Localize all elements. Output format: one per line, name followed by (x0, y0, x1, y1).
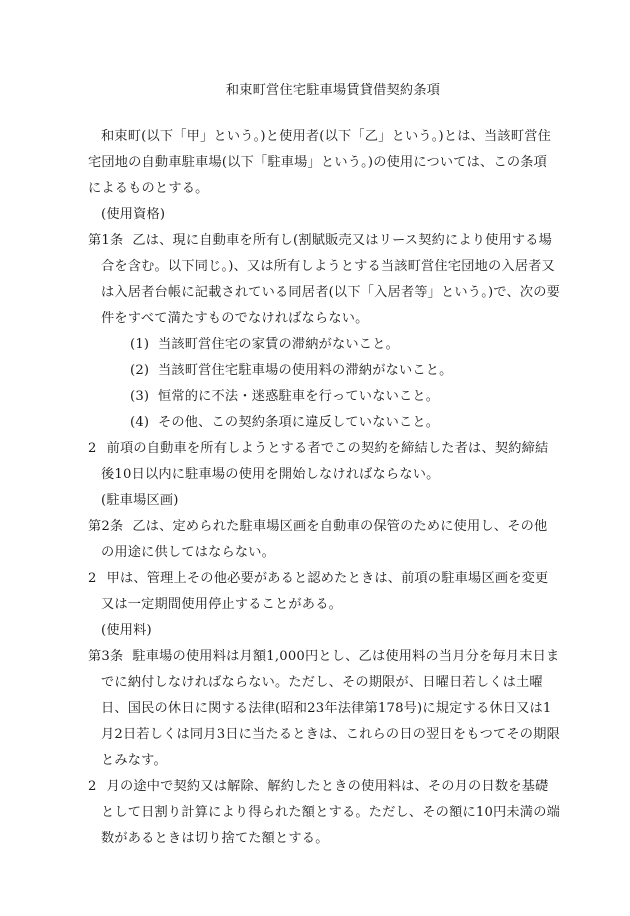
article-text: 駐車場の使用料は月額1,000円とし、乙は使用料の当月分を毎月末日までに納付しなければならない。ただし、その期限が、日曜日若しくは土曜日、国民の休日に関する法律(昭和23年法律第178号)に規定する休日又は1月2日若しくは同月3日に当たるときは、これらの日の翌日をもつてその期限とみなす。 (101, 649, 560, 768)
article-2 (88, 514, 560, 566)
item-number: (4) (130, 415, 150, 430)
item-text: 当該町営住宅の家賃の滞納がないこと。 (158, 337, 399, 352)
article-number: 第2条 (88, 519, 124, 534)
document-title: 和束町営住宅駐車場賃貸借契約条項 (225, 83, 441, 98)
article-number: 第3条 (88, 649, 124, 664)
clause-number: 2 (88, 779, 97, 794)
clause-1-2 (88, 436, 560, 488)
clause-3-2 (88, 774, 560, 852)
item-number: (1) (130, 337, 150, 352)
list-item (88, 358, 560, 384)
item-text: 恒常的に不法・迷惑駐車を行っていないこと。 (158, 389, 440, 404)
clause-text: 甲は、管理上その他必要があると認めたときは、前項の駐車場区画を変更又は一定期間使用停止することがある。 (101, 571, 549, 612)
preamble: 和束町(以下「甲」という。)と使用者(以下「乙」という。)とは、当該町営住宅団地の自動車駐車場(以下「駐車場」という。)の使用については、この条項によるものとする。 (88, 129, 551, 196)
clause-number: 2 (88, 571, 97, 586)
section-heading-parking-space: (駐車場区画) (101, 493, 179, 508)
article-1 (88, 228, 560, 332)
list-item (88, 384, 560, 410)
clause-number: 2 (88, 441, 97, 456)
item-text: その他、この契約条項に違反していないこと。 (158, 415, 440, 430)
item-text: 当該町営住宅駐車場の使用料の滞納がないこと。 (158, 363, 453, 378)
list-item (88, 410, 560, 436)
section-heading-fee: (使用料) (101, 623, 152, 638)
article-3 (88, 644, 560, 774)
clause-2-2 (88, 566, 560, 618)
list-item (88, 332, 560, 358)
section-heading-eligibility: (使用資格) (101, 207, 166, 222)
clause-text: 月の途中で契約又は解除、解約したときの使用料は、その月の日数を基礎として日割り計算により得られた額とする。ただし、その額に10円未満の端数があるときは切り捨てた額とする。 (101, 779, 560, 846)
article-text: 乙は、定められた駐車場区画を自動車の保管のために使用し、その他の用途に供してはならない。 (101, 519, 548, 560)
article-text: 乙は、現に自動車を所有し(割賦販売又はリース契約により使用する場合を含む。以下同じ。)、又は所有しようとする当該町営住宅団地の入居者又は入居者台帳に記載されている同居者(以下「入居者等」という。)で、次の要件をすべて満たすものでなければならない。 (101, 233, 560, 326)
clause-text: 前項の自動車を所有しようとする者でこの契約を締結した者は、契約締結後10日以内に駐車場の使用を開始しなければならない。 (101, 441, 549, 482)
item-number: (3) (130, 389, 150, 404)
article-number: 第1条 (88, 233, 124, 248)
item-number: (2) (130, 363, 150, 378)
